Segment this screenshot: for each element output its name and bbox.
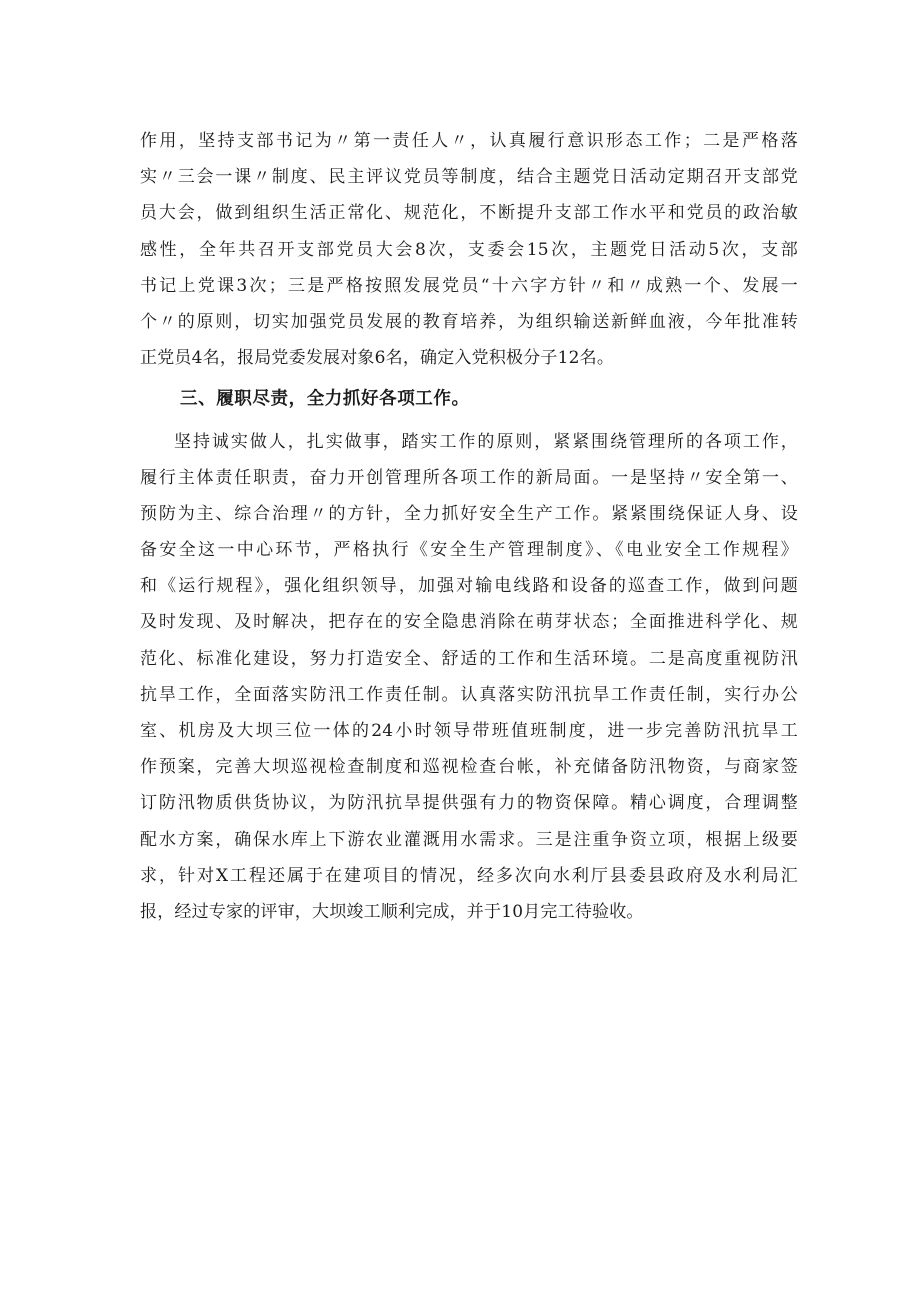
text-line: 作预案，完善大坝巡视检查制度和巡视检查台帐，补充储备防汛物资，与商家签 — [140, 757, 798, 778]
text-line: 作用，坚持支部书记为〃第一责任人〃，认真履行意识形态工作；二是严格落 — [140, 131, 798, 151]
text-line: 范化、标准化建设，努力打造安全、舒适的工作和生活环境。二是高度重视防汛 — [140, 648, 798, 669]
document-body — [140, 123, 798, 930]
text-line: 订防汛物质供货协议，为防汛抗旱提供强有力的物资保障。精心调度，合理调整 — [140, 793, 798, 814]
text-line: 室、机房及大坝三位一体的24小时领导带班值班制度，进一步完善防汛抗旱工 — [140, 721, 798, 741]
text-line: 员大会，做到组织生活正常化、规范化，不断提升支部工作水平和党员的政治敏 — [140, 203, 798, 224]
text-line: 感性，全年共召开支部党员大会8次，支委会15次，主题党日活动5次，支部 — [140, 239, 798, 260]
section-heading: 三、履职尽责，全力抓好各项工作。 — [180, 389, 470, 410]
text-line: 配水方案，确保水库上下游农业灌溉用水需求。三是注重争资立项，根据上级要 — [140, 829, 798, 850]
text-line: 坚持诚实做人，扎实做事，踏实工作的原则，紧紧围绕管理所的各项工作， — [174, 431, 798, 452]
text-line: 抗旱工作，全面落实防汛工作责任制。认真落实防汛抗旱工作责任制，实行办公 — [140, 684, 798, 705]
text-line: 求，针对X工程还属于在建项目的情况，经多次向水利厅县委县政府及水利局汇 — [140, 865, 798, 886]
paragraph-party-work — [140, 123, 798, 376]
text-line: 履行主体责任职责，奋力开创管理所各项工作的新局面。一是坚持〃安全第一、 — [140, 467, 798, 488]
text-line: 报，经过专家的评审，大坝竣工顺利完成，并于10月完工待验收。 — [140, 901, 644, 922]
text-line: 正党员4名，报局党委发展对象6名，确定入党积极分子12名。 — [140, 348, 615, 369]
text-line: 预防为主、综合治理〃的方针，全力抓好安全生产工作。紧紧围绕保证人身、设 — [140, 503, 798, 524]
text-line: 书记上党课3次；三是严格按照发展党员“十六字方针〃和〃成熟一个、发展一 — [140, 275, 798, 296]
text-line: 及时发现、及时解决，把存在的安全隐患消除在萌芽状态；全面推进科学化、规 — [140, 612, 798, 633]
text-line: 个〃的原则，切实加强党员发展的教育培养，为组织输送新鲜血液，今年批准转 — [140, 311, 798, 332]
text-line: 实〃三会一课〃制度、民主评议党员等制度，结合主题党日活动定期召开支部党 — [140, 167, 798, 188]
text-line: 和《运行规程》，强化组织领导，加强对输电线路和设备的巡查工作，做到问题 — [140, 576, 798, 597]
paragraph-duties — [140, 424, 798, 931]
text-line: 备安全这一中心环节，严格执行《安全生产管理制度》、《电业安全工作规程》 — [140, 540, 798, 561]
